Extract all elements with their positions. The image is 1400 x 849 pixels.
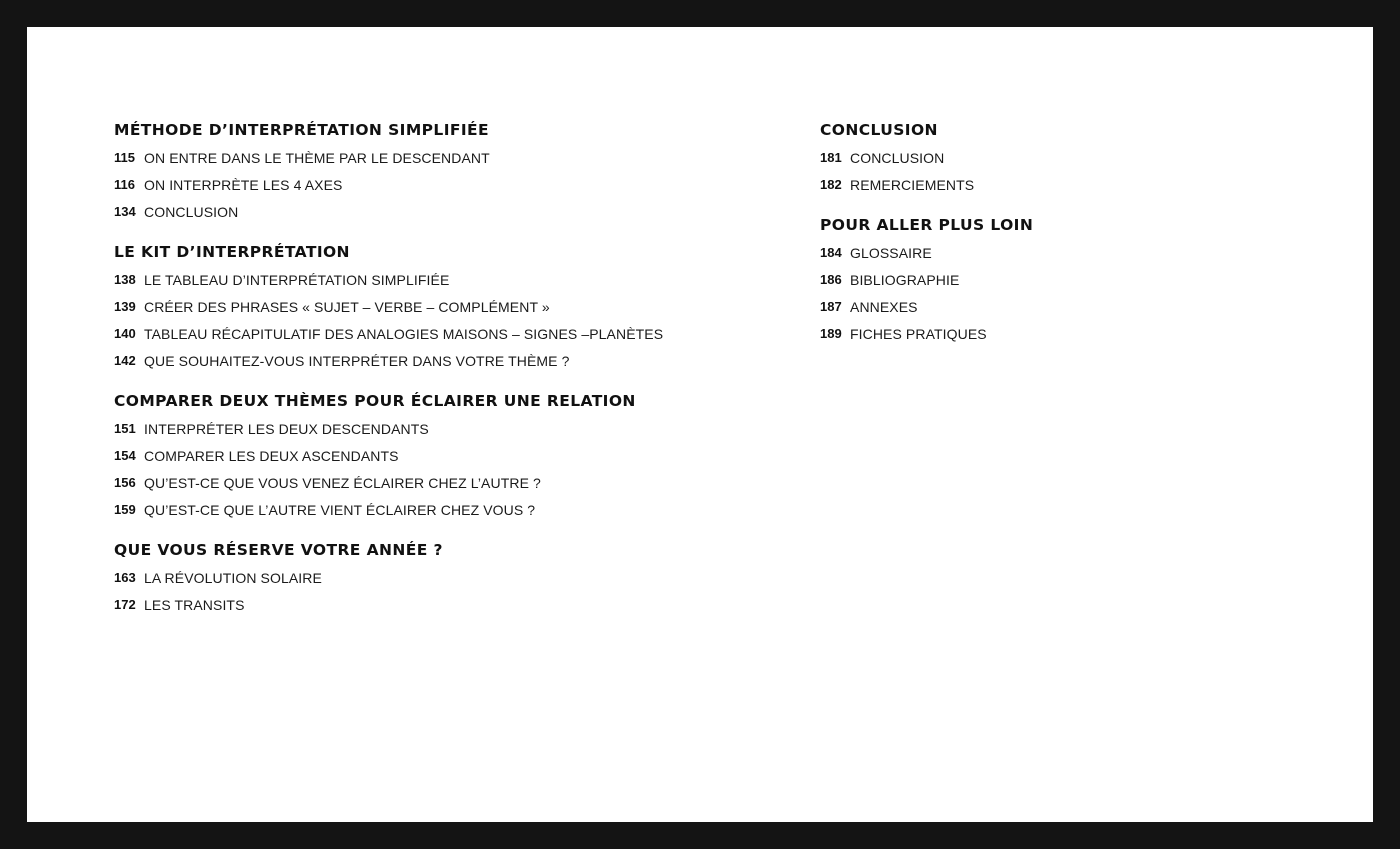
page-number: 116 (114, 177, 135, 192)
page-number: 184 (820, 245, 842, 260)
document-page (27, 27, 1373, 822)
toc-left-column (114, 117, 774, 632)
toc-entry[interactable] (114, 347, 774, 374)
toc-entry[interactable] (114, 198, 774, 225)
entry-label: LE TABLEAU D’INTERPRÉTATION SIMPLIFIÉE (144, 271, 450, 288)
toc-entry[interactable] (114, 320, 774, 347)
toc-section (820, 117, 1320, 198)
entry-label: REMERCIEMENTS (850, 176, 975, 193)
toc-entry[interactable] (820, 239, 1320, 266)
toc-entry[interactable] (820, 266, 1320, 293)
toc-entry[interactable] (114, 564, 774, 591)
entry-label: LES TRANSITS (144, 596, 245, 613)
page-number: 163 (114, 570, 136, 585)
entry-label: CONCLUSION (144, 203, 239, 220)
section-title: CONCLUSION (820, 121, 938, 139)
entry-label: LA RÉVOLUTION SOLAIRE (144, 569, 322, 586)
entry-label: QU’EST-CE QUE L’AUTRE VIENT ÉCLAIRER CHEZ VOUS ? (144, 501, 536, 518)
page-number: 151 (114, 421, 136, 436)
toc-entry[interactable] (114, 144, 774, 171)
page-number: 189 (820, 326, 842, 341)
toc-section (114, 537, 774, 618)
toc-entry[interactable] (820, 320, 1320, 347)
entry-label: BIBLIOGRAPHIE (850, 271, 960, 288)
page-number: 172 (114, 597, 136, 612)
toc-section (820, 212, 1320, 347)
page-number: 142 (114, 353, 136, 368)
page-number: 156 (114, 475, 136, 490)
entry-label: CRÉER DES PHRASES « SUJET – VERBE – COMPLÉMENT » (144, 298, 550, 315)
page-number: 186 (820, 272, 842, 287)
entry-label: FICHES PRATIQUES (850, 325, 987, 342)
section-title: COMPARER DEUX THÈMES POUR ÉCLAIRER UNE RELATION (114, 392, 636, 410)
page-number: 134 (114, 204, 136, 219)
entry-label: ON ENTRE DANS LE THÈME PAR LE DESCENDANT (144, 149, 490, 166)
section-title: LE KIT D’INTERPRÉTATION (114, 243, 350, 261)
entry-label: QUE SOUHAITEZ-VOUS INTERPRÉTER DANS VOTRE THÈME ? (144, 352, 570, 369)
entry-label: TABLEAU RÉCAPITULATIF DES ANALOGIES MAISONS – SIGNES –PLANÈTES (144, 325, 664, 342)
toc-entry[interactable] (114, 293, 774, 320)
section-title: QUE VOUS RÉSERVE VOTRE ANNÉE ? (114, 541, 443, 559)
page-number: 159 (114, 502, 136, 517)
page-number: 181 (820, 150, 842, 165)
section-title: MÉTHODE D’INTERPRÉTATION SIMPLIFIÉE (114, 121, 489, 139)
entry-label: ANNEXES (850, 298, 918, 315)
page-number: 140 (114, 326, 136, 341)
toc-entry[interactable] (820, 144, 1320, 171)
toc-right-column (820, 117, 1320, 361)
entry-label: QU’EST-CE QUE VOUS VENEZ ÉCLAIRER CHEZ L’AUTRE ? (144, 474, 541, 491)
entry-label: CONCLUSION (850, 149, 945, 166)
section-title: POUR ALLER PLUS LOIN (820, 216, 1034, 234)
page-number: 187 (820, 299, 842, 314)
toc-entry[interactable] (114, 496, 774, 523)
page-number: 154 (114, 448, 136, 463)
toc-entry[interactable] (114, 591, 774, 618)
page-number: 115 (114, 150, 135, 165)
toc-entry[interactable] (114, 442, 774, 469)
toc-entry[interactable] (114, 415, 774, 442)
toc-entry[interactable] (114, 171, 774, 198)
toc-section (114, 388, 774, 523)
page-number: 139 (114, 299, 136, 314)
toc-entry[interactable] (820, 293, 1320, 320)
entry-label: GLOSSAIRE (850, 244, 932, 261)
entry-label: INTERPRÉTER LES DEUX DESCENDANTS (144, 420, 429, 437)
page-number: 138 (114, 272, 136, 287)
page-number: 182 (820, 177, 842, 192)
toc-section (114, 239, 774, 374)
entry-label: COMPARER LES DEUX ASCENDANTS (144, 447, 399, 464)
toc-section (114, 117, 774, 225)
toc-entry[interactable] (114, 266, 774, 293)
toc-entry[interactable] (820, 171, 1320, 198)
toc-entry[interactable] (114, 469, 774, 496)
entry-label: ON INTERPRÈTE LES 4 AXES (144, 176, 343, 193)
